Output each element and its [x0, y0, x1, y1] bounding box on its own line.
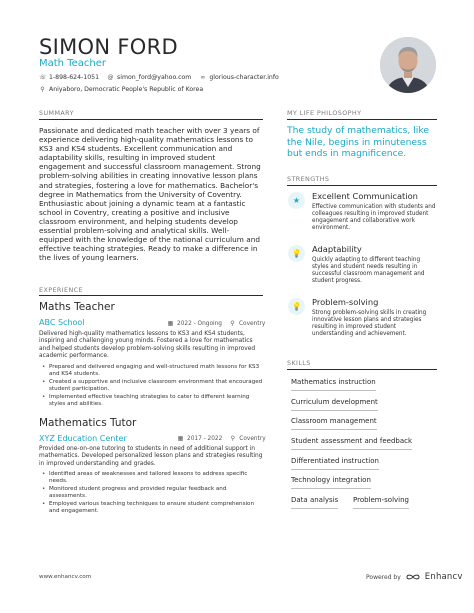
job-company: ABC School [39, 318, 85, 327]
location-text: Aniyaboro, Democratic People's Republic of Korea [49, 86, 204, 93]
summary-heading: SUMMARY [39, 109, 74, 117]
enhancv-logo-icon [406, 573, 420, 581]
candidate-role: Math Teacher [39, 58, 106, 69]
list-item: • Monitored student progress and provided regular feedback and assessments. [42, 486, 264, 500]
strength-description: Strong problem-solving skills in creating innovative lesson plans and strategies resulting in improved student understanding and achievement. [312, 310, 427, 337]
job-dates [167, 320, 222, 327]
job-company: XYZ Education Center [39, 434, 127, 443]
at-icon: @ [107, 74, 114, 81]
job-bullets [42, 471, 264, 516]
philosophy-divider [287, 119, 437, 120]
skills-divider [287, 369, 437, 370]
job-meta [167, 320, 265, 327]
skill-tag: Differentiated instruction [291, 456, 379, 470]
strengths-heading: STRENGTHS [287, 175, 330, 183]
job-location-text: Coventry [239, 435, 266, 442]
job-location [229, 435, 265, 442]
phone-icon: ☏ [39, 74, 47, 81]
job-location [229, 320, 265, 327]
strength-description: Effective communication with students and colleagues resulting in improved student engagement and collaborative work environment. [312, 204, 436, 231]
skill-tag: Classroom management [291, 416, 377, 430]
avatar-photo [380, 37, 436, 93]
star-icon: ★ [288, 192, 305, 209]
strength-title: Excellent Communication [312, 191, 418, 201]
list-item: • Implemented effective teaching strategies to cater to different learning styles and abilities. [42, 394, 264, 408]
strengths-divider [287, 185, 437, 186]
job-description: Provided one-on-one tutoring to students in need of additional support in mathematics. Developed personalized lesson plans and strategies resulting in improved understanding and grades. [39, 446, 263, 467]
list-item: • Identified areas of weaknesses and tailored lessons to address specific needs. [42, 471, 264, 485]
location-pin-icon: ⚲ [230, 435, 235, 442]
list-item: • Created a supportive and inclusive classroom environment that encouraged student participation. [42, 379, 264, 393]
skills-heading: SKILLS [287, 359, 311, 367]
summary-text: Passionate and dedicated math teacher with over 3 years of experience delivering high-quality mathematics lessons to KS3 and KS4 students. Excellent communication and adaptability skills, resulting in improved student engagement and successful classroom management. Strong problem-solving abilities in creating innovative lesson plans and strategies, fostering a love for mathematics. Bachelor's degree in Mathematics from the University of Coventry. Enthusiastic about joining a dynamic team at a fantastic school in Coventry, creating a positive and inclusive classroom environment, and helping students develop essential problem-solving and analytical skills. Well-equipped with the knowledge of the national curriculum and effective teaching strategies. Ready to make a difference in the lives of young learners. [39, 126, 261, 263]
avatar [380, 37, 436, 93]
skill-tag: Student assessment and feedback [291, 436, 412, 450]
skill-tag: Technology integration [291, 475, 371, 489]
skill-tag: Data analysis [291, 495, 338, 509]
location-pin-icon: ⚲ [230, 320, 235, 327]
calendar-icon: ▦ [177, 435, 184, 442]
powered-by-text: Powered by [366, 573, 401, 581]
candidate-name: SIMON FORD [39, 35, 178, 59]
list-item: • Employed various teaching techniques to ensure student comprehension and engagement. [42, 501, 264, 515]
email-text: simon_ford@yahoo.com [117, 74, 192, 81]
experience-divider [39, 295, 263, 296]
philosophy-heading: MY LIFE PHILOSOPHY [287, 109, 362, 117]
footer-branding [366, 572, 463, 582]
location-pin-icon: ⚲ [40, 86, 45, 93]
phone-text: 1-898-624-1051 [49, 74, 100, 81]
location-row [39, 86, 203, 93]
list-item: • Prepared and delivered engaging and well-structured math lessons for KS3 and KS4 students. [42, 364, 264, 378]
link-icon: ∞ [200, 74, 206, 81]
lightbulb-icon: 💡 [288, 298, 305, 315]
calendar-icon: ▦ [167, 320, 174, 327]
job-description: Delivered high-quality mathematics lessons to KS3 and KS4 students, inspiring and challenging young minds. Fostered a love for mathematics and helped students develop problem-solving skills resulting in improved academic performance. [39, 331, 256, 360]
footer-url[interactable]: www.enhancv.com [39, 574, 92, 580]
job-dates-text: 2022 - Ongoing [177, 320, 222, 327]
contact-row [39, 74, 279, 81]
experience-heading: EXPERIENCE [39, 286, 83, 294]
strength-title: Adaptability [312, 244, 362, 254]
website-item[interactable] [199, 74, 279, 81]
strength-title: Problem-solving [312, 297, 379, 307]
job-title: Mathematics Tutor [39, 417, 137, 429]
job-dates [177, 435, 222, 442]
email-item[interactable] [107, 74, 191, 81]
summary-divider [39, 119, 263, 120]
skill-tag: Problem-solving [353, 495, 409, 509]
brand-name: Enhancv [424, 572, 463, 582]
job-title: Maths Teacher [39, 301, 115, 313]
job-bullets [42, 364, 264, 409]
job-dates-text: 2017 - 2022 [187, 435, 223, 442]
job-meta [177, 435, 266, 442]
philosophy-quote: The study of mathematics, like the Nile, begins in minuteness but ends in magnificence. [287, 125, 430, 160]
lightbulb-icon: 💡 [288, 245, 305, 262]
website-text: glorious-character.info [209, 74, 279, 81]
phone-item [39, 74, 99, 81]
skill-tag: Mathematics instruction [291, 377, 376, 391]
job-location-text: Coventry [238, 320, 266, 327]
strength-description: Quickly adapting to different teaching styles and student needs resulting in successful classroom management and student progress. [312, 257, 425, 284]
skill-tag: Curriculum development [291, 397, 378, 411]
